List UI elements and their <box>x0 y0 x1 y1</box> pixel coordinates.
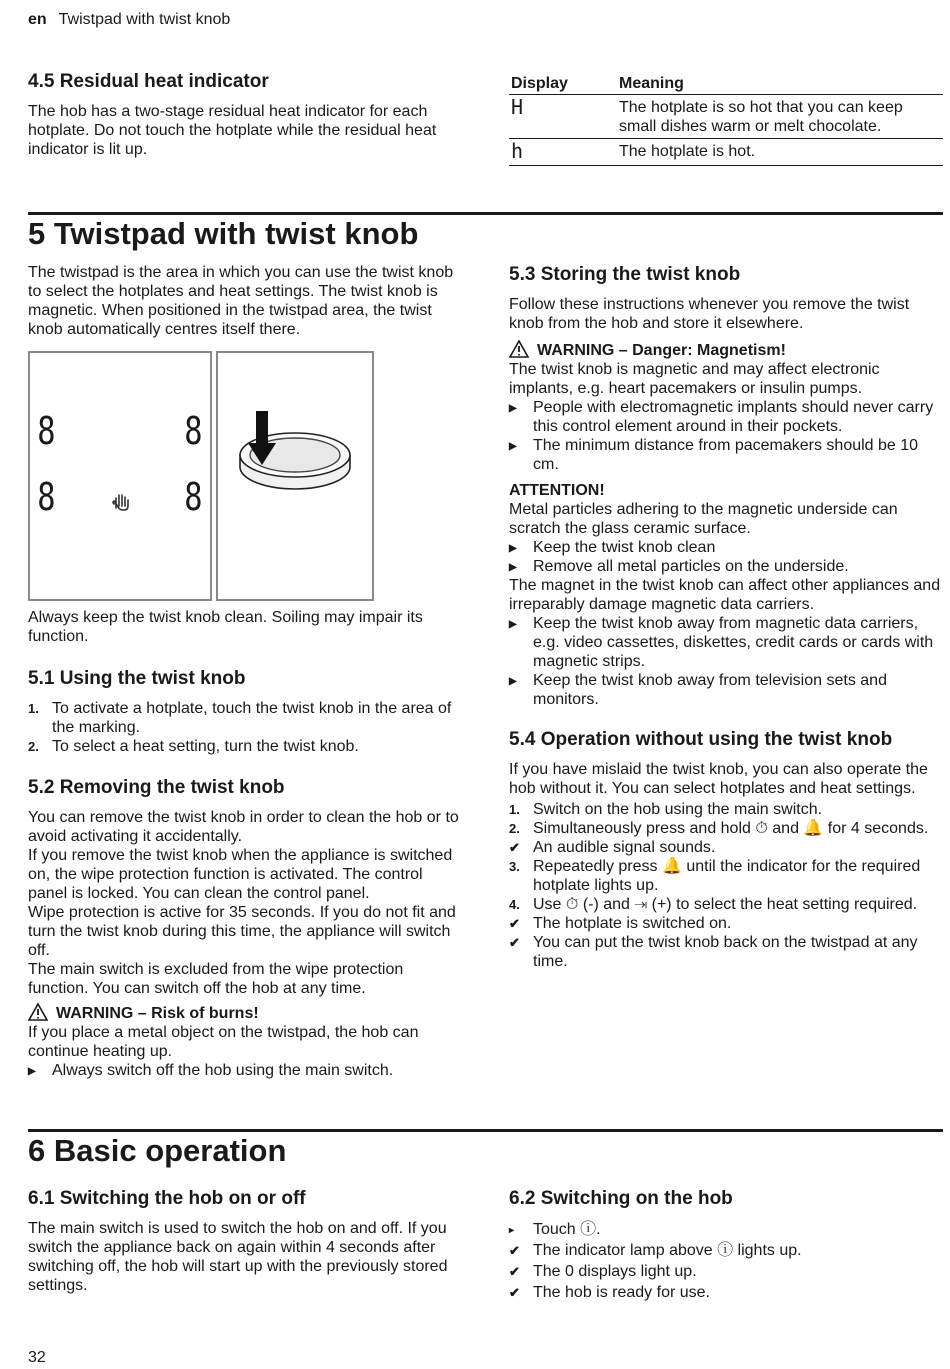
bullet-text: The minimum distance from pacemakers should be 10 cm. <box>533 437 919 473</box>
list-item <box>509 538 943 557</box>
list-item <box>509 436 943 474</box>
bullet-text: People with electromagnetic implants should never carry this control element around in their pockets. <box>533 399 934 435</box>
display-symbol: h <box>509 139 617 166</box>
digit-display-top-right: 8 <box>184 409 203 453</box>
bullet-arrow-icon: ▶ <box>509 403 517 414</box>
step-text: The hob is ready for use. <box>533 1284 710 1301</box>
paragraph: The hob has a two-stage residual heat indicator for each hotplate. Do not touch the hotplate while the residual heat indicator is lit up. <box>28 103 437 158</box>
attention-heading: ATTENTION! <box>509 482 605 499</box>
list-item <box>28 1061 464 1080</box>
bullet-arrow-icon: ▶ <box>509 543 517 554</box>
section-6-2 <box>509 1188 943 1303</box>
step-marker: 4. <box>509 897 520 912</box>
twist-knob-icon <box>232 403 358 503</box>
warning-text: The twist knob is magnetic and may affect electronic implants, e.g. heart pacemakers or insulin pumps. <box>509 361 880 397</box>
chapter-title: 5 Twistpad with twist knob <box>28 216 419 251</box>
meaning-cell: The hotplate is so hot that you can keep small dishes warm or melt chocolate. <box>617 95 943 139</box>
page-number: 32 <box>28 1349 46 1366</box>
section-5-2 <box>28 777 464 1080</box>
paragraph: The main switch is used to switch the hob on and off. If you switch the appliance back on again within 4 seconds after switching off, the hob will start up with the previously stored settings. <box>28 1220 448 1294</box>
list-item <box>509 1261 943 1282</box>
warning-heading <box>509 340 943 360</box>
section-heading: 5.4 Operation without using the twist knob <box>509 729 893 750</box>
paragraph: If you remove the twist knob when the appliance is switched on, the wipe protection function is activated. The control panel is locked. You can clean the control panel. <box>28 847 453 902</box>
list-item <box>509 895 943 914</box>
section-heading: 4.5 Residual heat indicator <box>28 71 269 92</box>
warning-text: If you place a metal object on the twistpad, the hob can continue heating up. <box>28 1024 419 1060</box>
list-item <box>509 933 943 971</box>
bullet-arrow-icon: ▶ <box>509 562 517 573</box>
hand-icon <box>110 492 132 514</box>
list-item <box>509 800 943 819</box>
residual-heat-table <box>509 72 943 166</box>
section-6-1 <box>28 1188 464 1295</box>
section-heading: 6.1 Switching the hob on or off <box>28 1188 306 1209</box>
bullet-arrow-icon: ▶ <box>28 1066 36 1077</box>
language-code: en <box>28 11 47 28</box>
header-title: Twistpad with twist knob <box>58 11 231 28</box>
list-item <box>509 614 943 671</box>
warning-title: WARNING – Risk of burns! <box>56 1005 259 1022</box>
paragraph: The main switch is excluded from the wipe protection function. You can switch off the hob at any time. <box>28 961 404 997</box>
step-list <box>28 699 464 756</box>
twistpad-figure <box>28 351 376 601</box>
table-header-meaning: Meaning <box>617 72 943 95</box>
list-item <box>28 699 464 737</box>
step-text: Switch on the hob using the main switch. <box>533 801 823 818</box>
warning-triangle-icon <box>28 1003 48 1021</box>
bullet-text: Keep the twist knob clean <box>533 539 716 556</box>
bullet-list <box>509 614 943 709</box>
list-item <box>509 857 943 895</box>
step-marker: 1. <box>509 802 520 817</box>
step-text: Simultaneously press and hold ⏱ and 🔔 for 4 seconds. <box>533 820 929 837</box>
bullet-list <box>509 538 943 576</box>
paragraph: The twistpad is the area in which you can use the twist knob to select the hotplates and heat settings. The twist knob is magnetic. When positioned in the twistpad area, the twist knob automatically centres itself there. <box>28 264 454 338</box>
twistpad-panel <box>28 351 212 601</box>
warning-title: WARNING – Danger: Magnetism! <box>537 342 786 359</box>
list-item <box>28 737 464 756</box>
section-4-5 <box>28 71 458 159</box>
bullet-text: Remove all metal particles on the underside. <box>533 558 849 575</box>
check-icon: ✔ <box>509 935 520 950</box>
bullet-arrow-icon: ▶ <box>509 619 517 630</box>
running-header <box>28 11 230 29</box>
step-text: You can put the twist knob back on the twistpad at any time. <box>533 934 918 970</box>
check-icon: ✔ <box>509 1264 520 1279</box>
step-text: To activate a hotplate, touch the twist knob in the area of the marking. <box>52 700 452 736</box>
table-header-display: Display <box>509 72 617 95</box>
list-item <box>509 838 943 857</box>
list-item <box>509 398 943 436</box>
check-icon: ✔ <box>509 1285 520 1300</box>
digit-display-bottom-left: 8 <box>37 475 56 519</box>
step-list <box>509 800 943 971</box>
list-item <box>509 557 943 576</box>
list-item <box>509 1240 943 1261</box>
step-marker: 2. <box>509 821 520 836</box>
digit-display-bottom-right: 8 <box>184 475 203 519</box>
warning-heading <box>28 1003 464 1023</box>
paragraph: You can remove the twist knob in order to clean the hob or to avoid activating it accidentally. <box>28 809 459 845</box>
paragraph: The magnet in the twist knob can affect other appliances and irreparably damage magnetic data carriers. <box>509 577 941 613</box>
digit-display-top-left: 8 <box>37 409 56 453</box>
table-row <box>509 95 943 139</box>
list-item <box>509 671 943 709</box>
paragraph: If you have mislaid the twist knob, you can also operate the hob without it. You can select hotplates and heat settings. <box>509 761 928 797</box>
check-icon: ✔ <box>509 916 520 931</box>
section-heading: 6.2 Switching on the hob <box>509 1188 733 1209</box>
knob-panel <box>216 351 374 601</box>
step-text: The hotplate is switched on. <box>533 915 732 932</box>
step-text: The 0 displays light up. <box>533 1263 697 1280</box>
chapter-5-heading <box>28 216 418 252</box>
figure-caption <box>28 608 464 646</box>
paragraph: Wipe protection is active for 35 seconds. If you do not fit and turn the twist knob during this time, the appliance will switch off. <box>28 904 456 959</box>
bullet-arrow-icon: ▶ <box>509 676 517 687</box>
step-text: The indicator lamp above ⓘ lights up. <box>533 1242 802 1259</box>
residual-heat-table-wrap <box>509 72 943 166</box>
paragraph: Follow these instructions whenever you remove the twist knob from the hob and store it elsewhere. <box>509 296 910 332</box>
check-icon: ✔ <box>509 840 520 855</box>
bullet-arrow-icon: ▶ <box>509 441 517 452</box>
list-item <box>509 914 943 933</box>
display-symbol: H <box>509 95 617 139</box>
bullet-list <box>509 398 943 474</box>
step-text: Use ⏱ (-) and ⇥ (+) to select the heat setting required. <box>533 896 918 913</box>
section-5-3 <box>509 264 943 709</box>
section-heading: 5.2 Removing the twist knob <box>28 777 285 798</box>
chapter-rule <box>28 212 943 215</box>
paragraph: Metal particles adhering to the magnetic underside can scratch the glass ceramic surface. <box>509 501 898 537</box>
list-item <box>509 1219 943 1240</box>
bullet-text: Always switch off the hob using the main switch. <box>52 1062 394 1079</box>
step-text: To select a heat setting, turn the twist knob. <box>52 738 359 755</box>
paragraph: Always keep the twist knob clean. Soiling may impair its function. <box>28 609 423 645</box>
chapter-5-intro <box>28 263 464 339</box>
check-icon: ✔ <box>509 1243 520 1258</box>
section-5-1 <box>28 668 464 756</box>
warning-triangle-icon <box>509 340 529 358</box>
step-number: 2. <box>28 739 39 754</box>
chapter-6-heading <box>28 1133 286 1169</box>
bullet-text: Keep the twist knob away from television sets and monitors. <box>533 672 887 708</box>
step-marker: 3. <box>509 859 520 874</box>
bullet-arrow-icon: ▸ <box>509 1225 515 1236</box>
bullet-list <box>28 1061 464 1080</box>
step-text: An audible signal sounds. <box>533 839 716 856</box>
section-heading: 5.1 Using the twist knob <box>28 668 246 689</box>
table-row <box>509 139 943 166</box>
list-item <box>509 819 943 838</box>
step-number: 1. <box>28 701 39 716</box>
step-text: Touch ⓘ. <box>533 1221 601 1238</box>
chapter-rule <box>28 1129 943 1132</box>
chapter-title: 6 Basic operation <box>28 1133 287 1168</box>
step-list <box>509 1219 943 1303</box>
bullet-text: Keep the twist knob away from magnetic data carriers, e.g. video cassettes, diskettes, credit cards or cards with magnetic strips. <box>533 615 934 670</box>
step-text: Repeatedly press 🔔 until the indicator for the required hotplate lights up. <box>533 858 921 894</box>
section-5-4 <box>509 729 943 971</box>
list-item <box>509 1282 943 1303</box>
meaning-cell: The hotplate is hot. <box>617 139 943 166</box>
section-heading: 5.3 Storing the twist knob <box>509 264 741 285</box>
table-header-row <box>509 72 943 95</box>
